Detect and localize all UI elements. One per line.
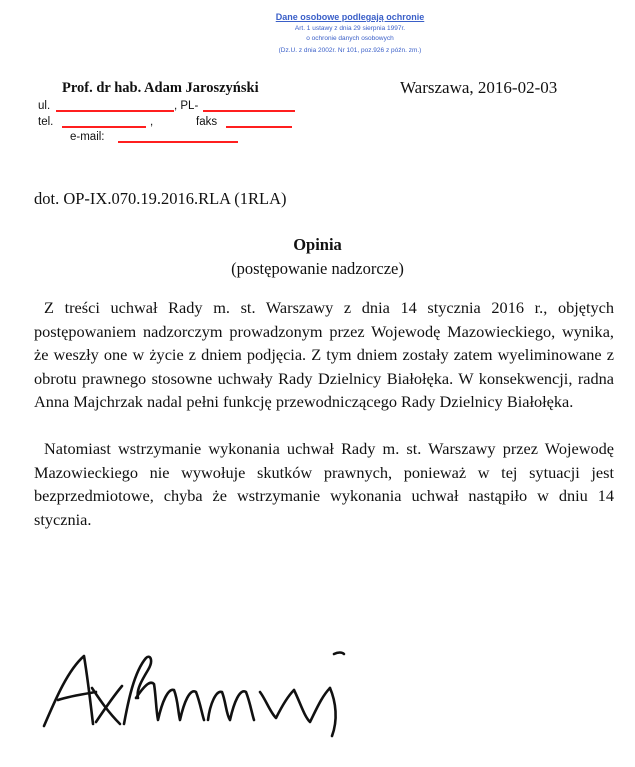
redaction-bar: [62, 126, 146, 128]
redaction-bar: [226, 126, 292, 128]
body-paragraph: Z treści uchwał Rady m. st. Warszawy z dnia 14 stycznia 2016 r., objętych postępowaniem nadzorczym prowadzonym przez Wojewodę Mazowieckiego, wynika, że weszły one w życie z dniem podjęcia. Z tym dniem zostały zatem wyeliminowane z obrotu prawnego stosowne uchwały Rady Dzielnicy Białołęka. W konsekwencji, radna Anna Majchrzak nadal pełni funkcję przewodniczącego Rady Dzielnicy Białołęka.: [34, 298, 614, 411]
telephone-label: tel.: [38, 116, 54, 128]
document-subtitle: (postępowanie nadzorcze): [231, 259, 404, 278]
address-label: ul.: [38, 100, 51, 112]
separator-comma: ,: [150, 116, 154, 128]
redaction-bar: [56, 110, 174, 112]
stamp-line: (Dz.U. z dnia 2002r. Nr 101, poz.926 z późn. zm.): [278, 47, 422, 54]
postal-code-label: , PL-: [174, 100, 199, 112]
place-date: Warszawa, 2016-02-03: [400, 78, 558, 97]
sender-name: Prof. dr hab. Adam Jaroszyński: [62, 80, 259, 96]
redaction-bar: [203, 110, 295, 112]
stamp-line: o ochronie danych osobowych: [306, 35, 394, 42]
stamp-title: Dane osobowe podlegają ochronie: [275, 12, 425, 22]
reference-number: dot. OP-IX.070.19.2016.RLA (1RLA): [34, 189, 287, 208]
redaction-bar: [118, 141, 238, 143]
body-paragraph: Natomiast wstrzymanie wykonania uchwał Rady m. st. Warszawy przez Wojewodę Mazowieckiego nie wywołuje skutków prawnych, ponieważ w tej sytuacji jest bezprzedmiotowe, chyba że wstrzymanie wykonania uchwał nastąpiło w dniu 14 stycznia.: [34, 439, 614, 529]
handwritten-signature: [38, 640, 358, 740]
email-label: e-mail:: [70, 131, 105, 143]
stamp-line: Art. 1 ustawy z dnia 29 sierpnia 1997r.: [294, 25, 406, 32]
document-title: Opinia: [293, 235, 342, 254]
fax-label: faks: [196, 116, 218, 128]
